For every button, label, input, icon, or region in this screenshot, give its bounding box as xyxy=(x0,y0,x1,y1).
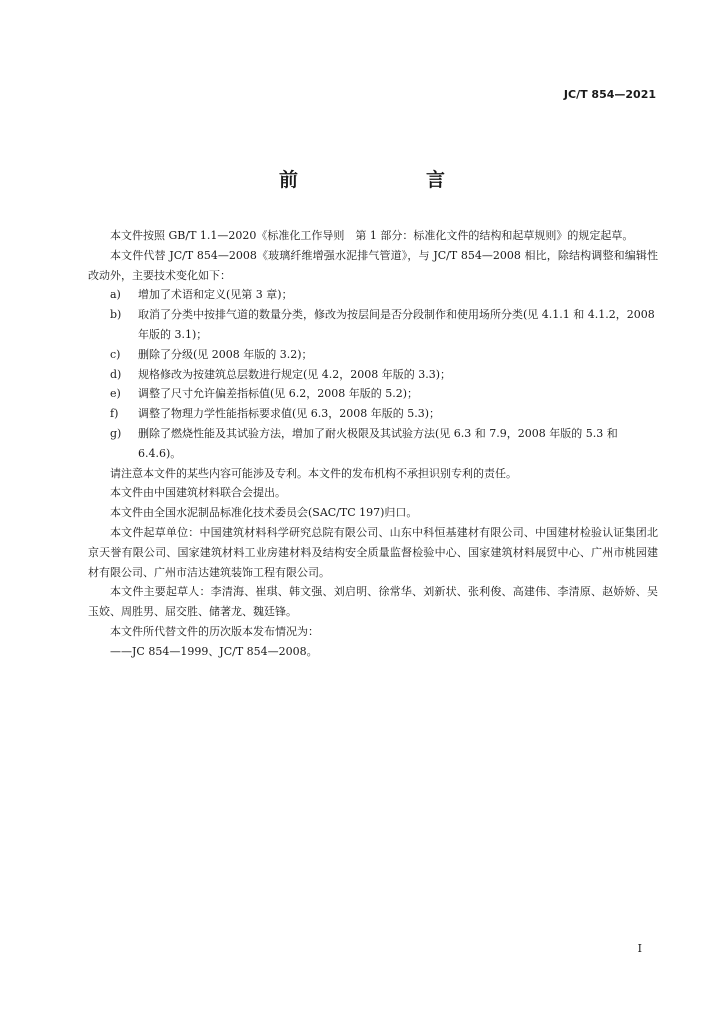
list-item xyxy=(88,404,658,424)
history-versions: ——JC 854—1999、JC/T 854—2008。 xyxy=(110,644,318,658)
list-item-text: 删除了分级(见 2008 年版的 3.2)； xyxy=(138,347,313,361)
list-marker: d) xyxy=(110,367,122,381)
list-item-text: 增加了术语和定义(见第 3 章)； xyxy=(138,288,293,302)
list-item xyxy=(88,285,658,305)
list-item xyxy=(88,305,658,345)
list-marker: c) xyxy=(110,347,121,361)
list-item-text: 规格修改为按建筑总层数进行规定(见 4.2，2008 年版的 3.3)； xyxy=(138,367,452,381)
list-marker: e) xyxy=(110,387,121,401)
document-code: JC/T 854—2021 xyxy=(563,88,656,101)
paragraph-proposer: 本文件由中国建筑材料联合会提出。 xyxy=(110,486,286,500)
paragraph-history-intro: 本文件所代替文件的历次版本发布情况为： xyxy=(110,624,319,638)
paragraph-committee: 本文件由全国水泥制品标准化技术委员会(SAC/TC 197)归口。 xyxy=(110,506,418,520)
list-item-text: 调整了物理力学性能指标要求值(见 6.3，2008 年版的 5.3)； xyxy=(138,407,441,421)
paragraph-drafters: 本文件主要起草人：李清海、崔琪、韩文强、刘启明、徐常华、刘新状、张利俊、高建伟、李清原、赵娇娇、吴玉姣、周胜男、屈交胜、储著龙、魏廷锋。 xyxy=(88,585,658,619)
list-marker: f) xyxy=(110,407,119,421)
list-item xyxy=(88,345,658,365)
body-text xyxy=(88,226,658,662)
list-marker: g) xyxy=(110,426,122,440)
page-title: 前 言 xyxy=(278,169,475,191)
list-item-text: 删除了燃烧性能及其试验方法，增加了耐火极限及其试验方法(见 6.3 和 7.9，2008 年版的 5.3 和 6.4.6)。 xyxy=(138,426,618,460)
list-item xyxy=(88,384,658,404)
paragraph-drafting-basis: 本文件按照 GB/T 1.1—2020《标准化工作导则 第 1 部分：标准化文件的结构和起草规则》的规定起草。 xyxy=(110,229,634,242)
list-item xyxy=(88,424,658,464)
list-marker: a) xyxy=(110,288,121,302)
paragraph-patent-notice: 请注意本文件的某些内容可能涉及专利。本文件的发布机构不承担识别专利的责任。 xyxy=(110,466,517,480)
page-number: I xyxy=(637,942,642,955)
list-item xyxy=(88,365,658,385)
paragraph-drafting-units: 本文件起草单位：中国建筑材料科学研究总院有限公司、山东中科恒基建材有限公司、中国建材检验认证集团北京天誉有限公司、国家建筑材料工业房建材料及结构安全质量监督检验中心、国家建筑材料展贸中心、广州市桃园建材有限公司、广州市洁达建筑装饰工程有限公司。 xyxy=(88,525,658,579)
list-marker: b) xyxy=(110,308,122,322)
paragraph-replacement: 本文件代替 JC/T 854—2008《玻璃纤维增强水泥排气管道》，与 JC/T 854—2008 相比，除结构调整和编辑性改动外，主要技术变化如下： xyxy=(88,248,658,282)
list-item-text: 调整了尺寸允许偏差指标值(见 6.2，2008 年版的 5.2)； xyxy=(138,387,419,401)
list-item-text: 取消了分类中按排气道的数量分类，修改为按层间是否分段制作和使用场所分类(见 4.1.1 和 4.1.2，2008 年版的 3.1)； xyxy=(138,308,655,341)
